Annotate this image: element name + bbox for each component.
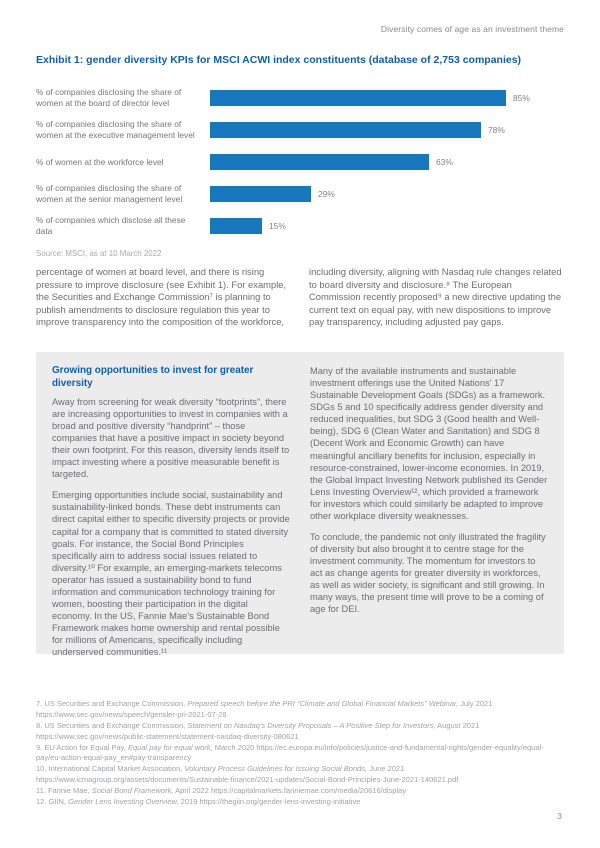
bar-track bbox=[210, 90, 564, 106]
bar-track bbox=[210, 218, 564, 234]
chart-row bbox=[36, 82, 564, 114]
footnote-text: 12. GIIN, bbox=[36, 796, 69, 806]
paragraph: To conclude, the pandemic not only illustrated the fragility of diversity but also brought it to centre stage for the investment community. The momentum for investors to act as change agents for greater diversity in workforces, as well as wider society, is significant and still growing. In many ways, the present time will prove to be a coming of age for DEI. bbox=[310, 532, 546, 615]
value-label: 29% bbox=[318, 189, 335, 199]
chart-row bbox=[36, 146, 564, 178]
footnote-text: 8. US Securities and Exchange Commission, bbox=[36, 720, 188, 730]
bar-track bbox=[210, 186, 564, 202]
bar bbox=[210, 154, 429, 170]
paragraph: including diversity, aligning with Nasdaq rule changes related to board diversity and disclosure.⁸ The European Commission recently proposed⁹ a new directive updating the current text on equal pay, with new dispositions to improve pay transparency, including adjusted pay gaps. bbox=[309, 266, 562, 327]
value-label: 63% bbox=[436, 157, 453, 167]
body-column-right bbox=[309, 266, 564, 329]
chart-source-note: Source: MSCI, as at 10 March 2022 bbox=[36, 249, 162, 258]
footnote-url: August 2021 https://www.sec.gov/news/public-statement/statement-nasdaq-diversity-080621 bbox=[36, 720, 480, 741]
body-column-left bbox=[36, 266, 291, 329]
footnote bbox=[36, 764, 564, 786]
value-label: 15% bbox=[269, 221, 286, 231]
bar bbox=[210, 122, 481, 138]
page-number: 3 bbox=[557, 811, 562, 821]
body-text bbox=[36, 266, 564, 329]
bar bbox=[210, 90, 506, 106]
footnote-url: 2019 https://thegiin.org/gender-lens-investing-initiative bbox=[178, 796, 361, 806]
chart-row bbox=[36, 178, 564, 210]
paragraph: Many of the available instruments and sustainable investment offerings use the United Nations’ 17 Sustainable Development Goals (SDGs) as a framework. SDGs 5 and 10 specifically address gender diversity and reduced inequalities, but SDG 3 (Good health and Well-being), SDG 6 (Clean Water and Sanitation) and SDG 8 (Decent Work and Economic Growth) can have meaningful ancillary benefits for inclusion, especially in resource-constrained, lower-income economies. In 2019, the Global Impact Investing Network published its Gender Lens Investing Overview¹², which provided a framework for investors which could similarly be adapted to improve other workplace diversity weaknesses. bbox=[310, 366, 548, 521]
category-label: % of companies disclosing the share of women at the executive management level bbox=[36, 119, 195, 140]
footnote-text: 9. EU Action for Equal Pay, bbox=[36, 742, 128, 752]
footnotes bbox=[36, 699, 564, 808]
value-label: 85% bbox=[513, 93, 530, 103]
paragraph: Away from screening for weak diversity “footprints”, there are increasing opportunities to invest in companies with a broad and positive diversity “handprint” – those companies that have a positive impact in society beyond their own footprint. For this reason, diversity lends itself to impact investing where a positive measurable benefit is targeted. bbox=[52, 396, 290, 480]
running-header: Diversity comes of age as an investment theme bbox=[380, 24, 564, 34]
footnote-title: Statement on Nasdaq’s Diversity Proposals – A Positive Step for Investors, bbox=[187, 720, 436, 730]
box-heading: Growing opportunities to invest for greater diversity bbox=[52, 365, 254, 389]
footnote-title: Voluntary Process Guidelines for Issuing Social Bonds, bbox=[184, 764, 368, 774]
bar-track bbox=[210, 154, 564, 170]
footnote bbox=[36, 786, 564, 797]
paragraph: Emerging opportunities include social, sustainability and sustainability-linked bonds. These debt instruments can direct capital either to specific diversity projects or provide capital for a company that is committed to stated diversity goals. For instance, the Social Bond Principles specifically aim to address social issues related to diversity.¹⁰ For example, an emerging-markets telecoms operator has issued a sustainability bond to fund information and communication technology training for women, boosting their participation in the digital economy. In the US, Fannie Mae’s Sustainable Bond Framework makes home ownership and rental possible for millions of Americans, specifically including underserved communities.¹¹ bbox=[52, 490, 290, 658]
footnote bbox=[36, 721, 564, 743]
exhibit-title: Exhibit 1: gender diversity KPIs for MSCI ACWI index constituents (database of 2,753 companies) bbox=[36, 54, 522, 66]
footnote-title: Gender Lens Investing Overview, bbox=[68, 796, 179, 806]
footnote bbox=[36, 699, 564, 721]
bar bbox=[210, 218, 262, 234]
category-label: % of companies disclosing the share of women at the board of director level bbox=[36, 87, 182, 108]
value-label: 78% bbox=[488, 125, 505, 135]
paragraph: percentage of women at board level, and there is rising pressure to improve disclosure (see Exhibit 1). For example, the Securities and Exchange Commission⁷ is planning to publish amendments to disclosure regulation this year to improve transparency into the composition of the workforce, bbox=[36, 266, 287, 327]
category-label: % of women at the workforce level bbox=[36, 156, 164, 167]
footnote-text: 11. Fannie Mae, bbox=[36, 786, 92, 795]
bar-track bbox=[210, 122, 564, 138]
chart-row bbox=[36, 114, 564, 146]
footnote-text: 7. US Securities and Exchange Commission, bbox=[36, 699, 188, 708]
highlight-box bbox=[36, 352, 564, 658]
footnote-title: Social Bond Framework, bbox=[91, 786, 174, 795]
footnote-title: Prepared speech before the PRI “Climate and Global Financial Markets” Webinar, bbox=[187, 699, 459, 708]
footnote-url: March 2020 https://ec.europa.eu/info/policies/justice-and-fundamental-rights/gender-equality/equal-pay/eu-action-equal-pay_en#pay-transparency bbox=[36, 742, 544, 763]
category-label: % of companies which disclose all these data bbox=[36, 215, 186, 236]
footnote bbox=[36, 797, 564, 808]
chart-row bbox=[36, 210, 564, 242]
box-column-left bbox=[52, 365, 290, 658]
category-label: % of companies disclosing the share of women at the senior management level bbox=[36, 183, 183, 204]
bar bbox=[210, 186, 311, 202]
footnote-url: June 2021 https://www.icmagroup.org/assets/documents/Sustainable-finance/2021-updates/Social-Bond-Principles-June-2021-140621.pdf bbox=[36, 764, 459, 785]
footnote-title: Equal pay for equal work, bbox=[128, 742, 213, 752]
footnote-text: 10. International Capital Market Association, bbox=[36, 764, 185, 774]
box-column-right bbox=[310, 365, 548, 658]
footnote-url: April 2022 https://capitalmarkets.fanniemae.com/media/20616/display bbox=[173, 786, 407, 795]
footnote-url: July 2021 https://www.sec.gov/news/speech/gensler-pri-2021-07-28 bbox=[36, 699, 493, 719]
exhibit-bar-chart bbox=[36, 82, 564, 242]
footnote bbox=[36, 743, 564, 765]
